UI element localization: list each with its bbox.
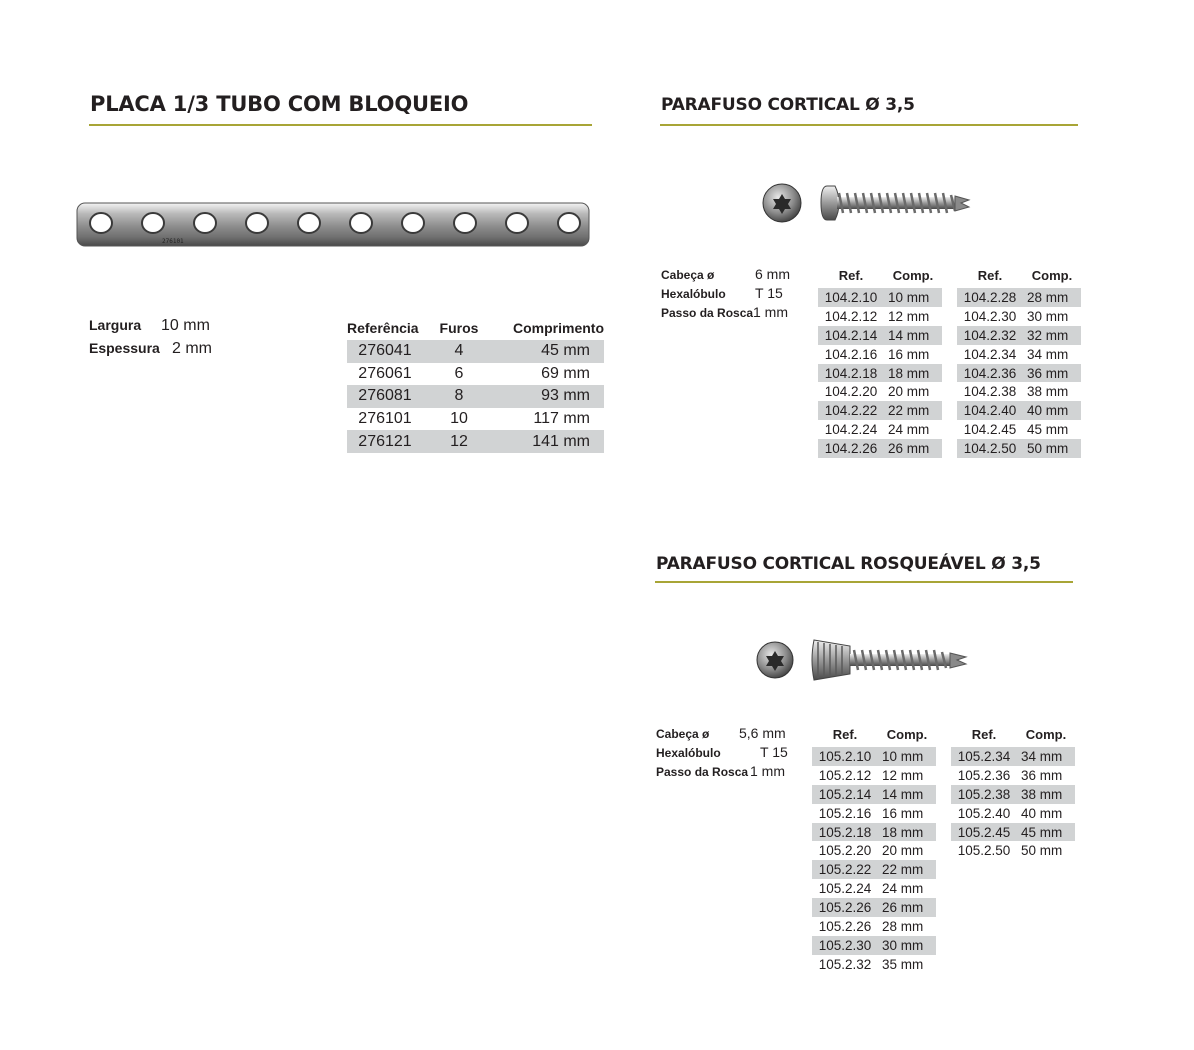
table-header xyxy=(818,262,942,288)
threaded-spec-hexalobe xyxy=(656,744,788,760)
threaded-screw-image xyxy=(750,630,980,690)
cell-length: 93 mm xyxy=(495,385,604,408)
cell-comp: 36 mm xyxy=(1023,364,1081,383)
cell-length: 69 mm xyxy=(541,364,590,382)
col-ref: Ref. xyxy=(838,267,864,283)
plate-table xyxy=(347,316,604,453)
cell-comp: 50 mm xyxy=(1023,439,1081,458)
col-ref: Ref. xyxy=(832,726,858,742)
cell-comp: 16 mm xyxy=(888,346,930,362)
cell-comp: 35 mm xyxy=(882,956,924,972)
table-row xyxy=(812,804,936,823)
table-row xyxy=(957,364,1081,383)
cortical-title-rule xyxy=(660,124,1078,126)
cell-ref: 105.2.14 xyxy=(812,785,878,804)
cell-ref: 105.2.20 xyxy=(818,843,872,859)
spec-value: 5,6 mm xyxy=(739,725,786,741)
col-reference: Referência xyxy=(347,320,419,336)
cell-comp: 26 mm xyxy=(878,898,936,917)
plate-engraving: 276101 xyxy=(162,238,184,245)
table-row xyxy=(818,307,942,326)
cell-ref: 105.2.10 xyxy=(812,747,878,766)
cell-ref: 104.2.32 xyxy=(957,326,1023,345)
spec-label: Cabeça ø xyxy=(661,268,715,282)
table-row xyxy=(957,401,1081,420)
col-comp: Comp. xyxy=(886,726,928,742)
cell-ref: 105.2.38 xyxy=(951,785,1017,804)
table-row xyxy=(951,747,1075,766)
cell-ref: 104.2.10 xyxy=(818,288,884,307)
cell-comp: 38 mm xyxy=(1027,384,1069,400)
table-row xyxy=(951,823,1075,842)
cell-ref: 104.2.30 xyxy=(963,308,1017,324)
table-row xyxy=(957,420,1081,439)
cell-ref: 276121 xyxy=(347,430,423,453)
cortical-screw-image xyxy=(755,174,985,234)
cell-ref: 104.2.22 xyxy=(818,401,884,420)
table-row xyxy=(951,804,1075,823)
table-row xyxy=(957,288,1081,307)
cell-ref: 104.2.34 xyxy=(963,346,1017,362)
threaded-spec-head xyxy=(656,725,786,741)
col-ref: Ref. xyxy=(971,726,997,742)
cortical-table-a xyxy=(818,262,942,458)
cell-comp: 20 mm xyxy=(882,843,924,859)
cell-ref: 105.2.26 xyxy=(818,918,872,934)
cell-comp: 40 mm xyxy=(1021,805,1063,821)
cell-comp: 28 mm xyxy=(1023,288,1081,307)
cell-ref: 105.2.16 xyxy=(818,805,872,821)
cell-comp: 16 mm xyxy=(882,805,924,821)
threaded-spec-pitch xyxy=(656,763,785,779)
threaded-table-a xyxy=(812,721,936,974)
plate-image xyxy=(74,196,594,256)
table-row xyxy=(812,879,936,898)
cell-ref: 105.2.22 xyxy=(812,860,878,879)
cell-comp: 18 mm xyxy=(884,364,942,383)
cell-ref: 276101 xyxy=(358,410,412,428)
table-row xyxy=(347,363,604,386)
spec-value: 10 mm xyxy=(161,317,210,334)
cell-comp: 28 mm xyxy=(882,918,924,934)
table-row xyxy=(812,766,936,785)
cell-ref: 105.2.34 xyxy=(951,747,1017,766)
cell-ref: 104.2.14 xyxy=(818,326,884,345)
cell-ref: 105.2.18 xyxy=(812,823,878,842)
cell-ref: 276041 xyxy=(347,340,423,363)
table-row xyxy=(812,823,936,842)
cell-ref: 105.2.12 xyxy=(818,767,872,783)
cell-comp: 14 mm xyxy=(884,326,942,345)
cell-ref: 104.2.24 xyxy=(824,422,878,438)
cell-ref: 276081 xyxy=(347,385,423,408)
spec-value: 2 mm xyxy=(172,340,212,357)
cortical-table-b xyxy=(957,262,1081,458)
table-row xyxy=(347,408,604,431)
plate-title: PLACA 1/3 TUBO COM BLOQUEIO xyxy=(90,92,469,116)
table-row xyxy=(957,439,1081,458)
cortical-spec-head xyxy=(661,266,790,282)
cell-comp: 22 mm xyxy=(884,401,942,420)
plate-spec-thickness xyxy=(89,340,212,358)
table-row xyxy=(951,785,1075,804)
cell-ref: 104.2.16 xyxy=(824,346,878,362)
table-row xyxy=(957,326,1081,345)
cell-ref: 105.2.36 xyxy=(957,767,1011,783)
table-row xyxy=(818,401,942,420)
table-row xyxy=(818,364,942,383)
cell-comp: 22 mm xyxy=(878,860,936,879)
cell-ref: 105.2.30 xyxy=(812,936,878,955)
cell-comp: 30 mm xyxy=(1027,308,1069,324)
table-row xyxy=(812,917,936,936)
col-length: Comprimento xyxy=(513,320,604,336)
table-row xyxy=(347,340,604,363)
cell-comp: 12 mm xyxy=(888,308,930,324)
table-row xyxy=(818,326,942,345)
cell-ref: 105.2.32 xyxy=(818,956,872,972)
cell-ref: 104.2.28 xyxy=(957,288,1023,307)
plate-spec-width xyxy=(89,317,210,335)
cell-holes: 8 xyxy=(423,385,495,408)
col-comp: Comp. xyxy=(1025,726,1067,742)
cell-holes: 6 xyxy=(454,364,464,382)
cell-ref: 104.2.18 xyxy=(818,364,884,383)
cell-comp: 40 mm xyxy=(1023,401,1081,420)
col-holes: Furos xyxy=(439,320,479,336)
cell-comp: 24 mm xyxy=(882,881,924,897)
cell-length: 141 mm xyxy=(495,430,604,453)
cell-comp: 14 mm xyxy=(878,785,936,804)
table-row xyxy=(347,385,604,408)
table-row xyxy=(957,382,1081,401)
cell-comp: 36 mm xyxy=(1021,767,1063,783)
cortical-title: PARAFUSO CORTICAL Ø 3,5 xyxy=(661,95,915,115)
spec-label: Cabeça ø xyxy=(656,727,710,741)
table-row xyxy=(818,439,942,458)
cell-comp: 45 mm xyxy=(1027,422,1069,438)
table-row xyxy=(951,841,1075,860)
cortical-spec-pitch xyxy=(661,304,788,320)
cell-ref: 104.2.12 xyxy=(824,308,878,324)
cell-comp: 50 mm xyxy=(1021,843,1063,859)
table-row xyxy=(957,307,1081,326)
cell-comp: 24 mm xyxy=(888,422,930,438)
plate-title-rule xyxy=(89,124,592,126)
cell-holes: 12 xyxy=(423,430,495,453)
spec-value: 1 mm xyxy=(750,763,785,779)
cell-comp: 12 mm xyxy=(882,767,924,783)
cell-length: 45 mm xyxy=(495,340,604,363)
spec-value: T 15 xyxy=(760,744,788,760)
spec-value: 6 mm xyxy=(755,266,790,282)
cell-ref: 104.2.45 xyxy=(963,422,1017,438)
cell-comp: 20 mm xyxy=(888,384,930,400)
cell-ref: 105.2.26 xyxy=(812,898,878,917)
cell-ref: 105.2.24 xyxy=(818,881,872,897)
cell-comp: 34 mm xyxy=(1017,747,1075,766)
cell-holes: 4 xyxy=(423,340,495,363)
table-row xyxy=(812,955,936,974)
threaded-title-rule xyxy=(655,581,1073,583)
cell-comp: 26 mm xyxy=(884,439,942,458)
table-row xyxy=(812,898,936,917)
cell-ref: 104.2.50 xyxy=(957,439,1023,458)
cell-comp: 10 mm xyxy=(884,288,942,307)
spec-label: Largura xyxy=(89,317,142,333)
cell-ref: 104.2.38 xyxy=(963,384,1017,400)
spec-label: Passo da Rosca xyxy=(656,765,749,779)
col-comp: Comp. xyxy=(1031,267,1073,283)
table-row xyxy=(812,936,936,955)
cell-comp: 18 mm xyxy=(878,823,936,842)
cell-holes: 10 xyxy=(450,410,468,428)
table-row xyxy=(812,860,936,879)
cell-length: 117 mm xyxy=(533,410,590,428)
spec-value: T 15 xyxy=(755,285,783,301)
cell-comp: 34 mm xyxy=(1027,346,1069,362)
table-row xyxy=(347,430,604,453)
table-header xyxy=(347,316,604,340)
col-ref: Ref. xyxy=(977,267,1003,283)
spec-label: Hexalóbulo xyxy=(661,287,726,301)
table-row xyxy=(812,785,936,804)
cell-ref: 104.2.40 xyxy=(957,401,1023,420)
spec-label: Espessura xyxy=(89,340,160,356)
cell-comp: 38 mm xyxy=(1017,785,1075,804)
cell-comp: 30 mm xyxy=(878,936,936,955)
threaded-table-b xyxy=(951,721,1075,860)
cell-ref: 104.2.20 xyxy=(824,384,878,400)
cell-ref: 104.2.36 xyxy=(957,364,1023,383)
table-row xyxy=(818,288,942,307)
table-header xyxy=(951,721,1075,747)
cell-comp: 10 mm xyxy=(878,747,936,766)
cell-ref: 105.2.40 xyxy=(957,805,1011,821)
col-comp: Comp. xyxy=(892,267,934,283)
cortical-spec-hexalobe xyxy=(661,285,783,301)
cell-comp: 45 mm xyxy=(1017,823,1075,842)
cell-ref: 104.2.26 xyxy=(818,439,884,458)
table-row xyxy=(818,420,942,439)
table-row xyxy=(812,747,936,766)
spec-label: Hexalóbulo xyxy=(656,746,721,760)
cell-ref: 105.2.45 xyxy=(951,823,1017,842)
cell-ref: 105.2.50 xyxy=(957,843,1011,859)
cell-ref: 276061 xyxy=(358,364,412,382)
table-row xyxy=(812,841,936,860)
cell-comp: 32 mm xyxy=(1023,326,1081,345)
table-header xyxy=(812,721,936,747)
table-header xyxy=(957,262,1081,288)
table-row xyxy=(818,382,942,401)
table-row xyxy=(957,345,1081,364)
spec-value: 1 mm xyxy=(753,304,788,320)
threaded-title: PARAFUSO CORTICAL ROSQUEÁVEL Ø 3,5 xyxy=(656,554,1041,574)
table-row xyxy=(951,766,1075,785)
spec-label: Passo da Rosca xyxy=(661,306,754,320)
table-row xyxy=(818,345,942,364)
